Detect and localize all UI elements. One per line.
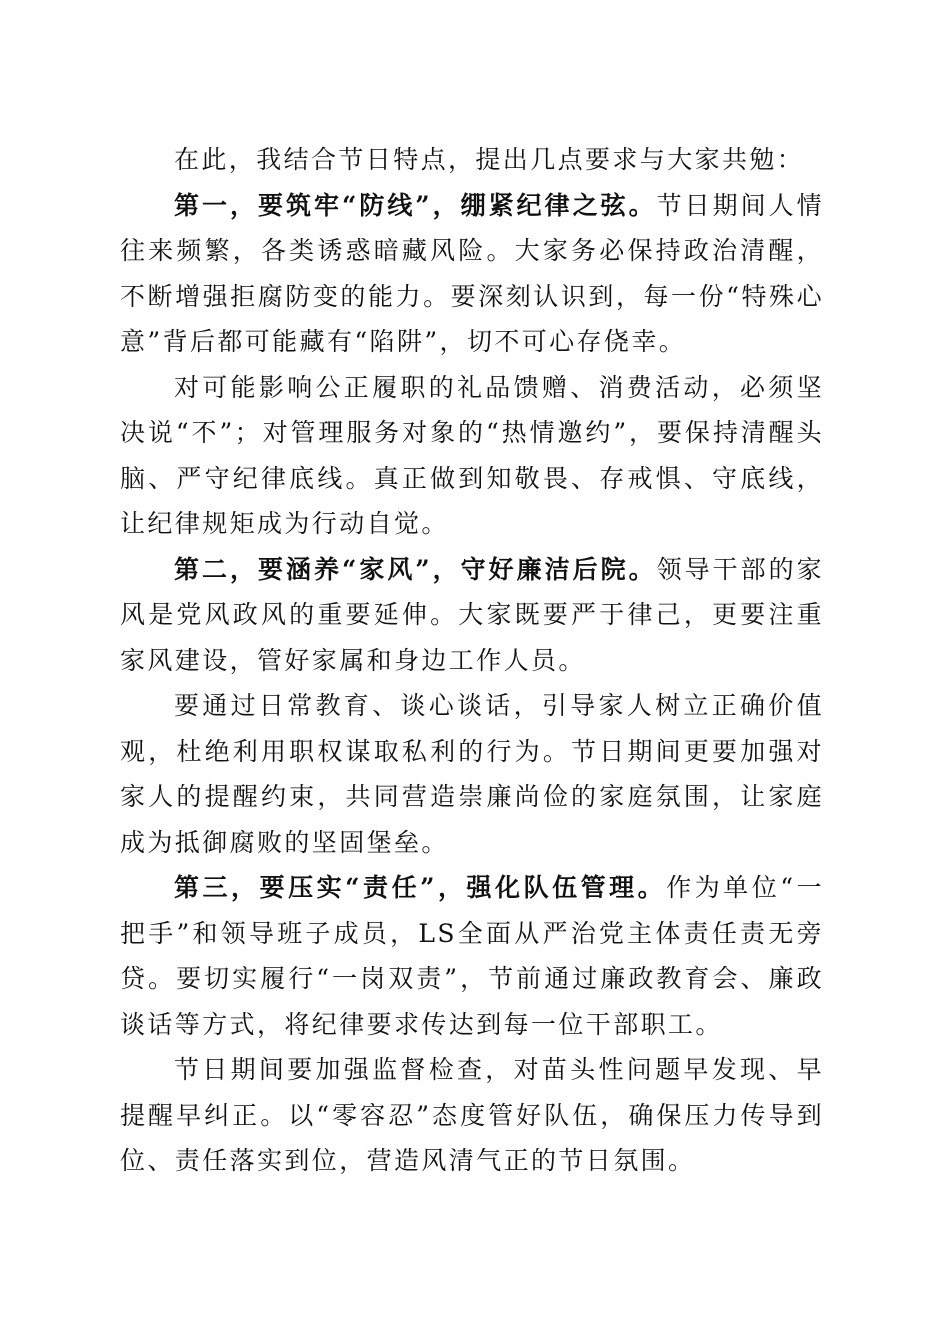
paragraph-text: 节日期间人情往来频繁，各类诱惑暗藏风险。大家务必保持政治清醒，不断增强拒腐防变的能力。要深刻认识到，每一份“特殊心意”背后都可能藏有“陷阱”，切不可心存侥幸。 (120, 190, 824, 356)
paragraph-text: 作为单位“一把手”和领导班子成员，LS全面从严治党主体责任责无旁贷。要切实履行“一岗双责”，节前通过廉政教育会、廉政谈话等方式，将纪律要求传达到每一位干部职工。 (120, 873, 824, 1039)
paragraph-point-two (120, 547, 824, 684)
paragraph-intro (120, 137, 824, 183)
paragraph-heading: 第二，要涵养“家风”，守好廉洁后院。 (174, 554, 657, 584)
paragraph-point-three-detail (120, 1047, 824, 1184)
paragraph-heading: 第三，要压实“责任”，强化队伍管理。 (174, 873, 667, 902)
paragraph-text: 节日期间要加强监督检查，对苗头性问题早发现、早提醒早纠正。以“零容忍”态度管好队伍，确保压力传导到位、责任落实到位，营造风清气正的节日氛围。 (120, 1055, 824, 1175)
paragraph-point-one (120, 183, 824, 365)
paragraph-text: 在此，我结合节日特点，提出几点要求与大家共勉： (174, 145, 805, 174)
paragraph-point-three (120, 865, 824, 1047)
paragraph-point-two-detail (120, 683, 824, 865)
paragraph-text: 要通过日常教育、谈心谈话，引导家人树立正确价值观，杜绝利用职权谋取私利的行为。节日期间更要加强对家人的提醒约束，共同营造崇廉尚俭的家庭氛围，让家庭成为抵御腐败的坚固堡垒。 (120, 691, 824, 857)
paragraph-text: 对可能影响公正履职的礼品馈赠、消费活动，必须坚决说“不”；对管理服务对象的“热情邀约”，要保持清醒头脑、严守纪律底线。真正做到知敬畏、存戒惧、守底线，让纪律规矩成为行动自觉。 (120, 372, 824, 538)
paragraph-text: 领导干部的家风是党风政风的重要延伸。大家既要严于律己，更要注重家风建设，管好家属和身边工作人员。 (120, 554, 824, 675)
paragraph-heading: 第一，要筑牢“防线”，绷紧纪律之弦。 (174, 190, 657, 220)
paragraph-point-one-detail (120, 365, 824, 547)
document-body (120, 137, 824, 1184)
